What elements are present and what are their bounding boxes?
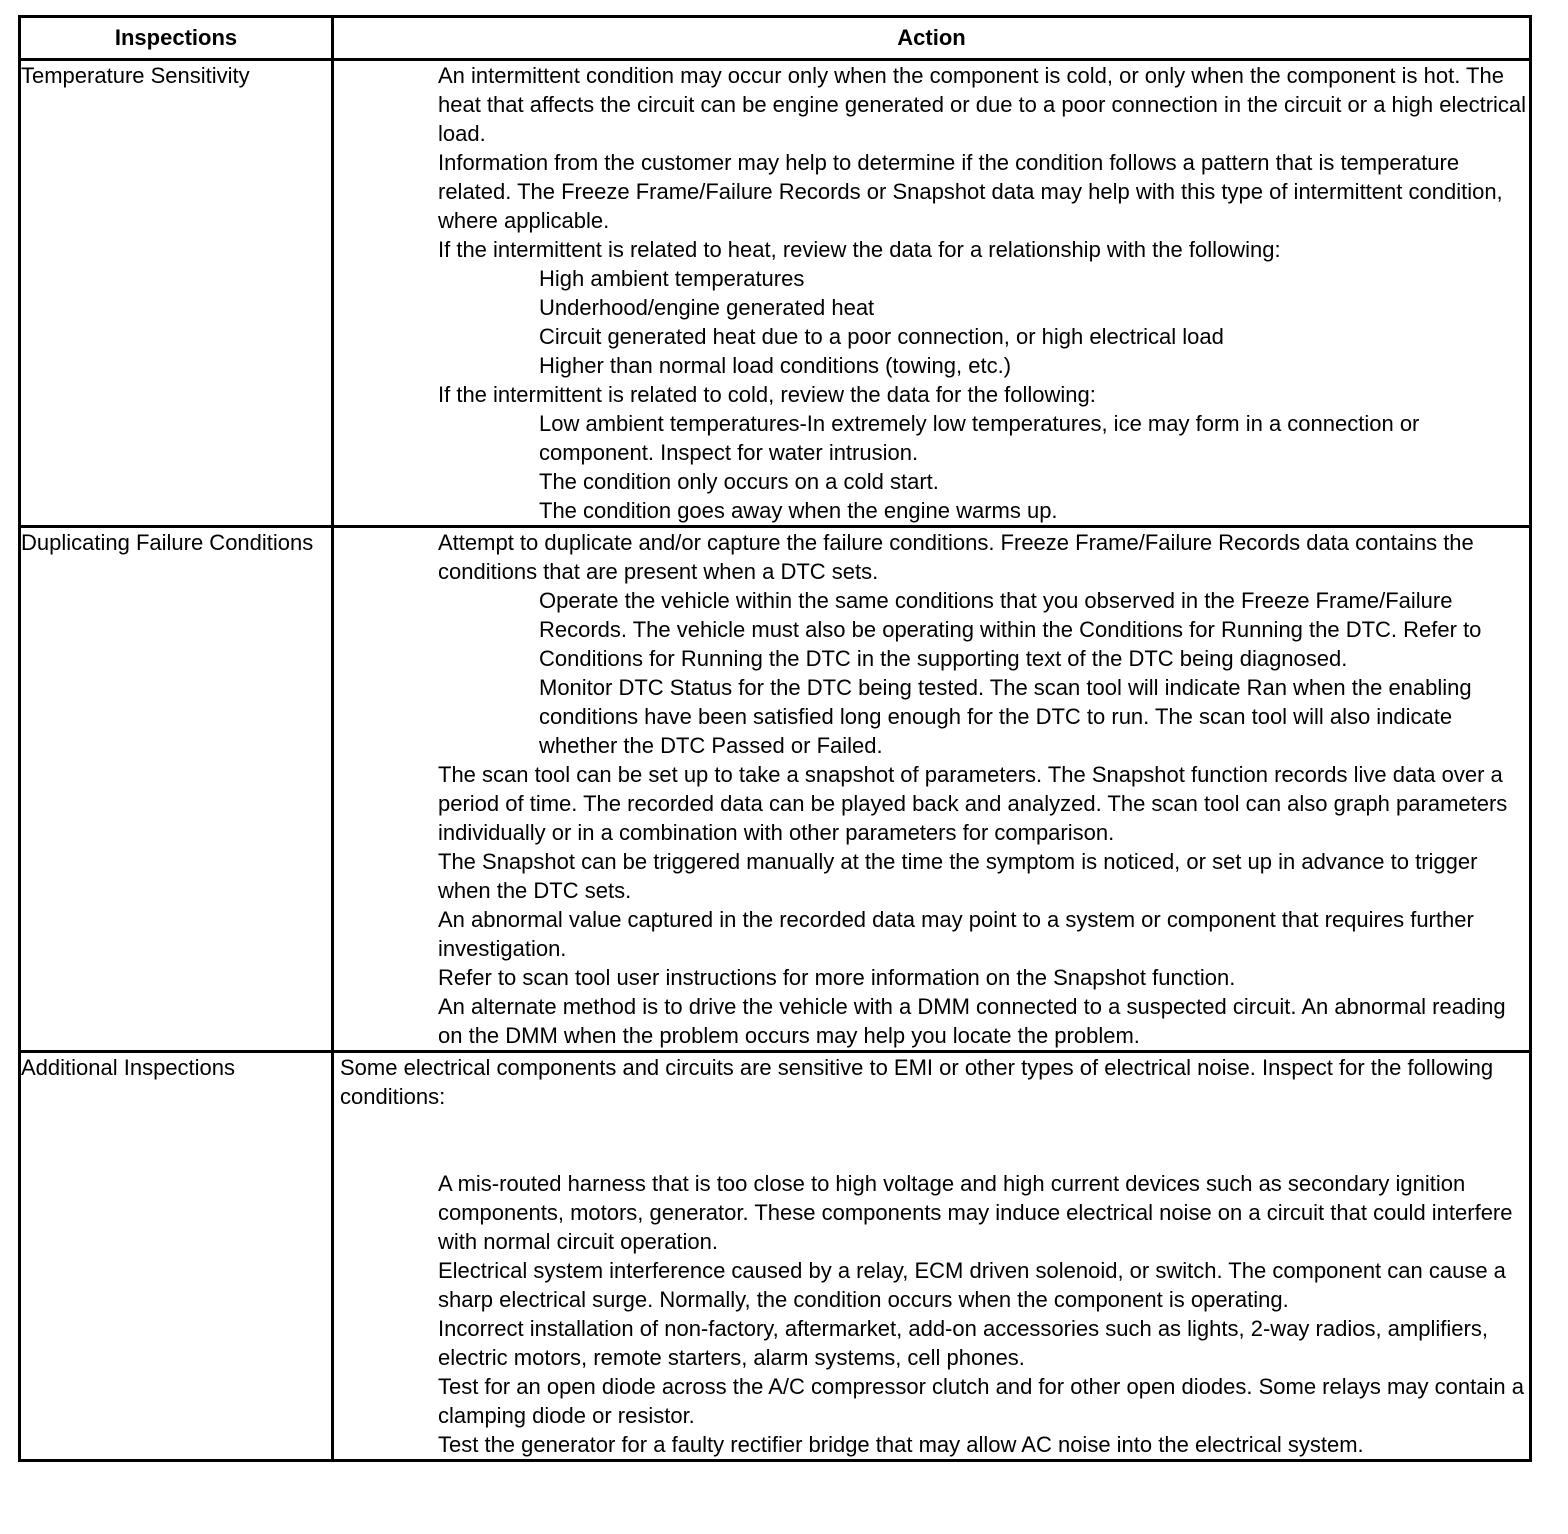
table-row	[20, 1052, 1531, 1461]
action-subitem: High ambient temperatures	[539, 266, 805, 291]
action-paragraph: An abnormal value captured in the recorded data may point to a system or component that requires further investigation.	[438, 907, 1474, 961]
action-paragraph: Some electrical components and circuits are sensitive to EMI or other types of electrical noise. Inspect for the following conditions:	[340, 1055, 1494, 1109]
action-cell	[333, 1052, 1531, 1461]
action-paragraph: The scan tool can be set up to take a snapshot of parameters. The Snapshot function records live data over a period of time. The recorded data can be played back and analyzed. The scan tool can also graph parameters individually or in a combination with other parameters for comparison.	[438, 762, 1508, 845]
action-paragraph: If the intermittent is related to heat, review the data for a relationship with the following:	[438, 237, 1281, 262]
spacer	[334, 1111, 1529, 1169]
inspection-label: Duplicating Failure Conditions	[20, 527, 333, 1052]
inspection-label: Additional Inspections	[20, 1052, 333, 1461]
action-paragraph: The Snapshot can be triggered manually at the time the symptom is noticed, or set up in advance to trigger when the DTC sets.	[438, 849, 1478, 903]
action-subitem: Operate the vehicle within the same conditions that you observed in the Freeze Frame/Failure Records. The vehicle must also be operating within the Conditions for Running the DTC. Refer to Conditions for Running the DTC in the supporting text of the DTC being diagnosed.	[539, 588, 1482, 671]
action-paragraph: Test the generator for a faulty rectifier bridge that may allow AC noise into the electrical system.	[438, 1432, 1364, 1457]
action-paragraph: Incorrect installation of non-factory, aftermarket, add-on accessories such as lights, 2-way radios, amplifiers, electric motors, remote starters, alarm systems, cell phones.	[438, 1316, 1488, 1370]
action-paragraph: An intermittent condition may occur only when the component is cold, or only when the component is hot. The heat that affects the circuit can be engine generated or due to a poor connection in the circuit or a high electrical load.	[438, 63, 1527, 146]
action-cell	[333, 60, 1531, 527]
action-subitem: Circuit generated heat due to a poor connection, or high electrical load	[539, 324, 1224, 349]
action-paragraph: Attempt to duplicate and/or capture the failure conditions. Freeze Frame/Failure Records data contains the conditions that are present when a DTC sets.	[438, 530, 1474, 584]
action-paragraph: An alternate method is to drive the vehicle with a DMM connected to a suspected circuit. An abnormal reading on the DMM when the problem occurs may help you locate the problem.	[438, 994, 1506, 1048]
action-subitem: The condition goes away when the engine warms up.	[539, 498, 1058, 523]
action-cell	[333, 527, 1531, 1052]
action-paragraph: Information from the customer may help to determine if the condition follows a pattern that is temperature related. The Freeze Frame/Failure Records or Snapshot data may help with this type of intermittent condition, where applicable.	[438, 150, 1503, 233]
action-paragraph: A mis-routed harness that is too close to high voltage and high current devices such as secondary ignition components, motors, generator. These components may induce electrical noise on a circuit that could interfere with normal circuit operation.	[438, 1171, 1513, 1254]
header-action: Action	[333, 17, 1531, 60]
action-paragraph: Test for an open diode across the A/C compressor clutch and for other open diodes. Some relays may contain a clamping diode or resistor.	[438, 1374, 1524, 1428]
inspection-label: Temperature Sensitivity	[20, 60, 333, 527]
action-paragraph: Refer to scan tool user instructions for more information on the Snapshot function.	[438, 965, 1236, 990]
action-subitem: Monitor DTC Status for the DTC being tested. The scan tool will indicate Ran when the enabling conditions have been satisfied long enough for the DTC to run. The scan tool will also indicate whether the DTC Passed or Failed.	[539, 675, 1472, 758]
inspections-table	[18, 15, 1532, 1462]
action-paragraph: If the intermittent is related to cold, review the data for the following:	[438, 382, 1096, 407]
action-subitem: Low ambient temperatures-In extremely low temperatures, ice may form in a connection or component. Inspect for water intrusion.	[539, 411, 1420, 465]
action-subitem: Higher than normal load conditions (towing, etc.)	[539, 353, 1012, 378]
table-row	[20, 60, 1531, 527]
header-inspections: Inspections	[20, 17, 333, 60]
header-row	[20, 17, 1531, 60]
action-subitem: Underhood/engine generated heat	[539, 295, 875, 320]
action-subitem: The condition only occurs on a cold start.	[539, 469, 939, 494]
action-paragraph: Electrical system interference caused by a relay, ECM driven solenoid, or switch. The component can cause a sharp electrical surge. Normally, the condition occurs when the component is operating.	[438, 1258, 1506, 1312]
table-row	[20, 527, 1531, 1052]
